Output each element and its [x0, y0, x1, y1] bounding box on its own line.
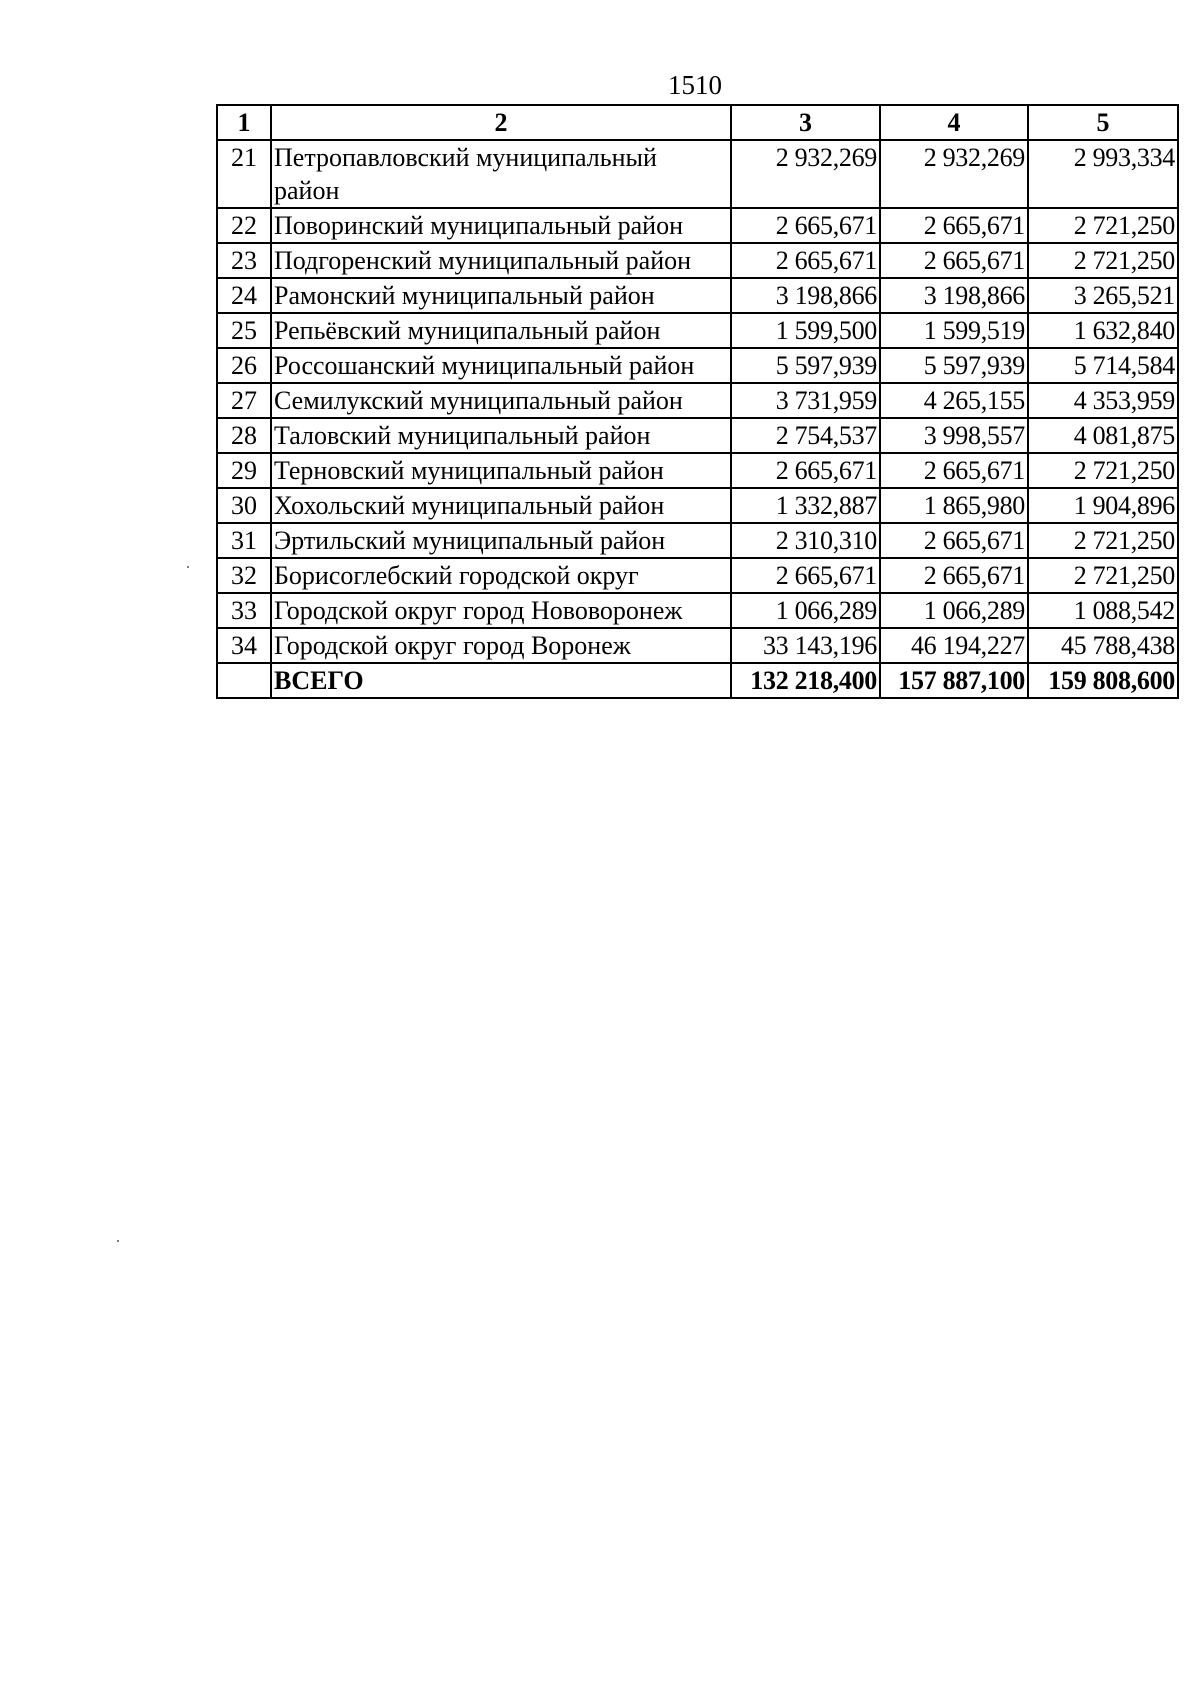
value-col-3: 2 932,269	[731, 140, 880, 208]
municipality-name: Хохольский муниципальный район	[271, 488, 731, 523]
row-number: 27	[217, 383, 271, 418]
value-col-3: 33 143,196	[731, 628, 880, 663]
total-col-4: 157 887,100	[880, 663, 1028, 698]
row-number: 25	[217, 313, 271, 348]
scan-speck	[117, 1240, 119, 1242]
value-col-4: 2 665,671	[880, 208, 1028, 243]
header-col-4: 4	[880, 105, 1028, 140]
municipality-name: Петропавловский муниципальный район	[271, 140, 731, 208]
value-col-5: 3 265,521	[1028, 278, 1178, 313]
municipality-name: Россошанский муниципальный район	[271, 348, 731, 383]
table-row	[217, 453, 1178, 488]
value-col-4: 1 066,289	[880, 593, 1028, 628]
municipality-name: Терновский муниципальный район	[271, 453, 731, 488]
row-number: 26	[217, 348, 271, 383]
value-col-3: 1 066,289	[731, 593, 880, 628]
value-col-3: 2 665,671	[731, 558, 880, 593]
value-col-3: 2 665,671	[731, 453, 880, 488]
value-col-3: 1 599,500	[731, 313, 880, 348]
value-col-4: 2 932,269	[880, 140, 1028, 208]
municipality-name: Подгоренский муниципальный район	[271, 243, 731, 278]
value-col-4: 2 665,671	[880, 523, 1028, 558]
value-col-3: 2 665,671	[731, 243, 880, 278]
table-row	[217, 348, 1178, 383]
value-col-5: 5 714,584	[1028, 348, 1178, 383]
value-col-5: 1 088,542	[1028, 593, 1178, 628]
value-col-3: 3 198,866	[731, 278, 880, 313]
row-number: 21	[217, 140, 271, 208]
municipality-name: Городской округ город Нововоронеж	[271, 593, 731, 628]
total-row-number	[217, 663, 271, 698]
table-row	[217, 523, 1178, 558]
municipality-name: Семилукский муниципальный район	[271, 383, 731, 418]
table-row	[217, 140, 1178, 208]
table-row	[217, 418, 1178, 453]
municipality-name: Таловский муниципальный район	[271, 418, 731, 453]
table-header-row	[217, 105, 1178, 140]
value-col-4: 1 865,980	[880, 488, 1028, 523]
row-number: 34	[217, 628, 271, 663]
table-row	[217, 278, 1178, 313]
municipality-name: Репьёвский муниципальный район	[271, 313, 731, 348]
value-col-3: 5 597,939	[731, 348, 880, 383]
value-col-5: 2 721,250	[1028, 243, 1178, 278]
header-col-3: 3	[731, 105, 880, 140]
table-row	[217, 558, 1178, 593]
table-row	[217, 383, 1178, 418]
value-col-5: 4 081,875	[1028, 418, 1178, 453]
table-row	[217, 488, 1178, 523]
total-col-5: 159 808,600	[1028, 663, 1178, 698]
row-number: 32	[217, 558, 271, 593]
table-row	[217, 313, 1178, 348]
value-col-4: 2 665,671	[880, 243, 1028, 278]
value-col-4: 5 597,939	[880, 348, 1028, 383]
table-row	[217, 208, 1178, 243]
budget-table	[216, 104, 1179, 699]
row-number: 23	[217, 243, 271, 278]
table-row	[217, 593, 1178, 628]
total-label: ВСЕГО	[271, 663, 731, 698]
municipality-name: Городской округ город Воронеж	[271, 628, 731, 663]
table-row	[217, 243, 1178, 278]
value-col-5: 2 721,250	[1028, 208, 1178, 243]
value-col-5: 1 904,896	[1028, 488, 1178, 523]
municipality-name: Рамонский муниципальный район	[271, 278, 731, 313]
header-col-2: 2	[271, 105, 731, 140]
value-col-5: 45 788,438	[1028, 628, 1178, 663]
page-number: 1510	[668, 70, 722, 100]
value-col-3: 2 310,310	[731, 523, 880, 558]
value-col-4: 2 665,671	[880, 558, 1028, 593]
header-col-5: 5	[1028, 105, 1178, 140]
row-number: 29	[217, 453, 271, 488]
municipality-name: Поворинский муниципальный район	[271, 208, 731, 243]
value-col-4: 1 599,519	[880, 313, 1028, 348]
municipality-name: Борисоглебский городской округ	[271, 558, 731, 593]
value-col-4: 46 194,227	[880, 628, 1028, 663]
row-number: 31	[217, 523, 271, 558]
value-col-5: 2 721,250	[1028, 558, 1178, 593]
row-number: 30	[217, 488, 271, 523]
value-col-5: 2 993,334	[1028, 140, 1178, 208]
value-col-3: 1 332,887	[731, 488, 880, 523]
value-col-3: 2 754,537	[731, 418, 880, 453]
value-col-3: 2 665,671	[731, 208, 880, 243]
header-col-1: 1	[217, 105, 271, 140]
value-col-4: 2 665,671	[880, 453, 1028, 488]
value-col-4: 3 998,557	[880, 418, 1028, 453]
total-col-3: 132 218,400	[731, 663, 880, 698]
row-number: 33	[217, 593, 271, 628]
row-number: 22	[217, 208, 271, 243]
table-row	[217, 628, 1178, 663]
value-col-5: 2 721,250	[1028, 523, 1178, 558]
value-col-5: 2 721,250	[1028, 453, 1178, 488]
scan-speck	[187, 566, 189, 568]
row-number: 24	[217, 278, 271, 313]
row-number: 28	[217, 418, 271, 453]
value-col-3: 3 731,959	[731, 383, 880, 418]
value-col-4: 3 198,866	[880, 278, 1028, 313]
municipality-name: Эртильский муниципальный район	[271, 523, 731, 558]
total-row	[217, 663, 1178, 698]
value-col-5: 4 353,959	[1028, 383, 1178, 418]
value-col-4: 4 265,155	[880, 383, 1028, 418]
value-col-5: 1 632,840	[1028, 313, 1178, 348]
